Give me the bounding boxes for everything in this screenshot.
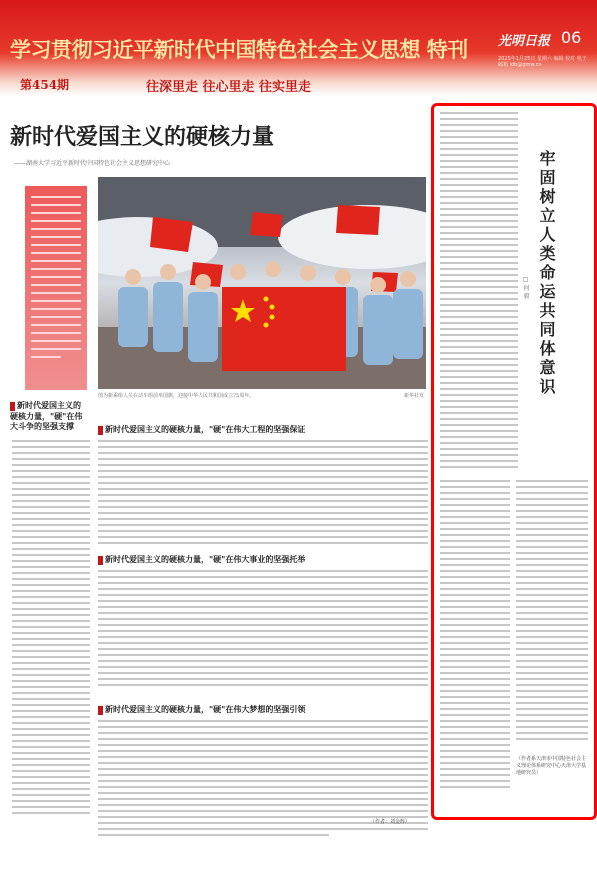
quote-text-lines [31,196,81,364]
lead-quote-box [25,186,87,390]
section-heading-4: 新时代爱国主义的硬核力量，"硬"在伟大梦想的坚强引领 [98,704,428,715]
main-headline: 新时代爱国主义的硬核力量 [10,124,275,150]
section-marker-icon [98,556,103,565]
section-marker-icon [10,402,15,411]
body-text-section-3 [98,570,428,690]
date-info: 2025年1月25日 星期六 编辑 校对 电子邮箱 ldb@gmw.cn [498,56,587,68]
main-subline: ——湖南大学习近平新时代中国特色社会主义思想研究中心 [14,160,171,167]
side-article-author: □ 何 毅 [522,276,529,299]
side-article-title: 牢固树立人类命运共同体意识 [537,150,556,397]
side-author-signoff: （作者系天津市中国特色社会主义理论体系研究中心天津大学基地研究员） [516,756,587,776]
body-text-col-1 [12,440,90,818]
main-photo [98,177,426,389]
photo-credit: 新华社发 [404,393,425,399]
section-heading-1: 新时代爱国主义的硬核力量，"硬"在伟大斗争的坚强支撑 [10,400,83,431]
section-marker-icon [98,426,103,435]
newspaper-masthead: 光明日报 [498,34,551,49]
side-article-highlight-box [431,103,597,820]
flag-crowd-illustration [98,177,426,389]
main-author-signoff: （作者：刘金辉） [370,819,411,825]
slogan: 往深里走 往心里走 往实里走 [146,80,312,95]
photo-caption: 图为新乘组人员在动车组前举国旗，迎接中华人民共和国成立75周年。 [98,393,255,399]
body-text-section-2 [98,440,428,548]
issue-number: 第454期 [20,78,70,92]
section-heading-2: 新时代爱国主义的硬核力量，"硬"在伟大工程的坚强保证 [98,424,428,435]
banner-title: 学习贯彻习近平新时代中国特色社会主义思想 特刊 [10,38,468,62]
section-marker-icon [98,706,103,715]
page-number: 06 [561,28,582,47]
section-heading-3: 新时代爱国主义的硬核力量，"硬"在伟大事业的坚强托举 [98,554,428,565]
